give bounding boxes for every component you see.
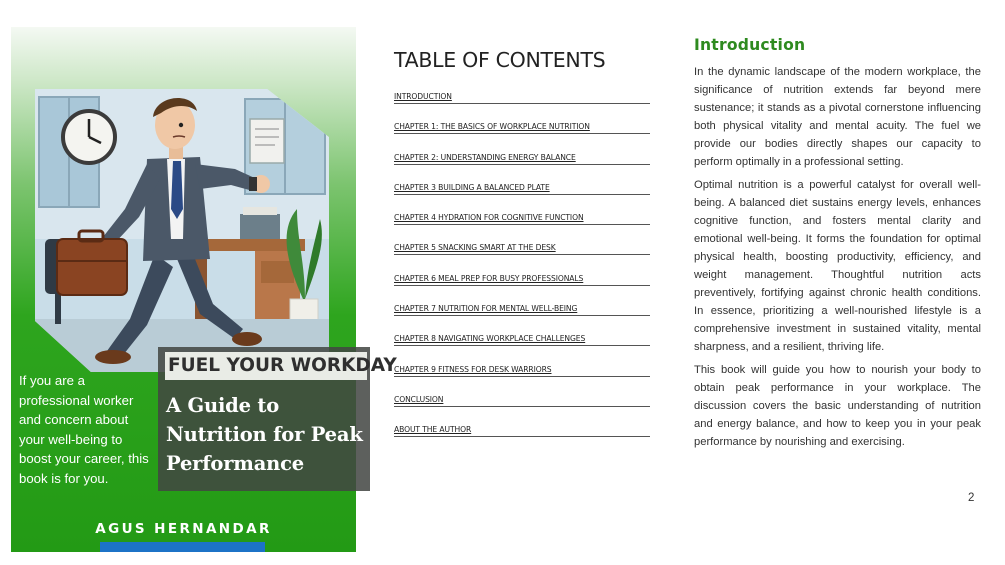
toc-item <box>394 365 650 395</box>
toc-item <box>394 274 650 304</box>
toc-item <box>394 153 650 183</box>
toc-link-chapter-3[interactable]: CHAPTER 3 BUILDING A BALANCED PLATE <box>394 183 650 195</box>
toc-link-chapter-9[interactable]: CHAPTER 9 FITNESS FOR DESK WARRIORS <box>394 365 650 377</box>
table-of-contents <box>394 48 650 456</box>
toc-list <box>394 92 650 456</box>
toc-link-chapter-4[interactable]: CHAPTER 4 HYDRATION FOR COGNITIVE FUNCTION <box>394 213 650 225</box>
briefcase-icon <box>57 231 127 295</box>
cover-subtitle: FUEL YOUR WORKDAY <box>165 352 367 380</box>
cover-accent-bar <box>100 542 265 552</box>
cover-title-line: Performance <box>166 452 305 475</box>
toc-title: TABLE OF CONTENTS <box>394 48 606 72</box>
toc-link-introduction[interactable]: INTRODUCTION <box>394 92 650 104</box>
cover-illustration <box>35 89 329 372</box>
cover-author: AGUS HERNANDAR <box>95 521 272 537</box>
introduction-section <box>694 36 981 456</box>
cover-blurb <box>19 371 151 488</box>
cover-title-line: A Guide to <box>166 394 280 417</box>
clock-icon <box>63 111 115 163</box>
blurb-line: book is for you. <box>19 470 109 486</box>
page-number: 2 <box>968 492 975 504</box>
toc-item <box>394 92 650 122</box>
blurb-line: professional worker <box>19 392 134 408</box>
toc-item <box>394 243 650 273</box>
toc-item <box>394 122 650 152</box>
toc-item <box>394 334 650 364</box>
toc-link-chapter-1[interactable]: CHAPTER 1: THE BASICS OF WORKPLACE NUTRITION <box>394 122 650 134</box>
blurb-line: boost your career, this <box>19 451 149 466</box>
toc-link-about-author[interactable]: ABOUT THE AUTHOR <box>394 425 650 437</box>
toc-link-chapter-6[interactable]: CHAPTER 6 MEAL PREP FOR BUSY PROFESSIONALS <box>394 274 650 286</box>
cover-title-box <box>158 347 397 491</box>
intro-paragraph: Optimal nutrition is a powerful catalyst for overall well-being. A balanced diet sustains energy levels, enhances cognitive function, and fosters mental clarity and emotional well-being. It forms the foundation for optimal physical health, boosting productivity, efficiency, and weight management. Thoughtful nutrition acts preventively, fortifying against chronic health conditions. In essence, prioritizing a well-nourished lifestyle is a comprehensive investment in sustained vitality, mental sharpness, and a resilient, thriving life. <box>694 179 981 353</box>
blurb-line: your well-being to <box>19 431 123 447</box>
toc-item <box>394 395 650 425</box>
toc-item <box>394 183 650 213</box>
toc-link-chapter-8[interactable]: CHAPTER 8 NAVIGATING WORKPLACE CHALLENGES <box>394 334 650 346</box>
book-cover <box>11 27 397 552</box>
toc-item <box>394 304 650 334</box>
toc-link-chapter-7[interactable]: CHAPTER 7 NUTRITION FOR MENTAL WELL-BEING <box>394 304 650 316</box>
blurb-line: and concern about <box>19 412 129 427</box>
blurb-line: If you are a <box>19 373 85 388</box>
toc-link-chapter-2[interactable]: CHAPTER 2: UNDERSTANDING ENERGY BALANCE <box>394 153 650 165</box>
toc-link-chapter-5[interactable]: CHAPTER 5 SNACKING SMART AT THE DESK <box>394 243 650 255</box>
intro-paragraph: This book will guide you how to nourish your body to obtain peak performance in your workplace. The discussion covers the basic understanding of nutrition and energy balance, and how to keep you in your peak performance by nourishing and exercising. <box>694 364 981 448</box>
toc-link-conclusion[interactable]: CONCLUSION <box>394 395 650 407</box>
office-worker-illustration <box>35 89 329 372</box>
cover-title <box>166 391 370 478</box>
toc-item <box>394 425 650 455</box>
intro-paragraph: In the dynamic landscape of the modern workplace, the significance of nutrition extends far beyond mere sustenance; it stands as a pivotal cornerstone influencing both physical vitality and mental acuity. The fuel we provide our bodies directly shapes our capacity to perform optimally in a professional setting. <box>694 66 981 168</box>
cover-title-line: Nutrition for Peak <box>166 423 363 446</box>
introduction-heading: Introduction <box>694 36 806 54</box>
toc-item <box>394 213 650 243</box>
